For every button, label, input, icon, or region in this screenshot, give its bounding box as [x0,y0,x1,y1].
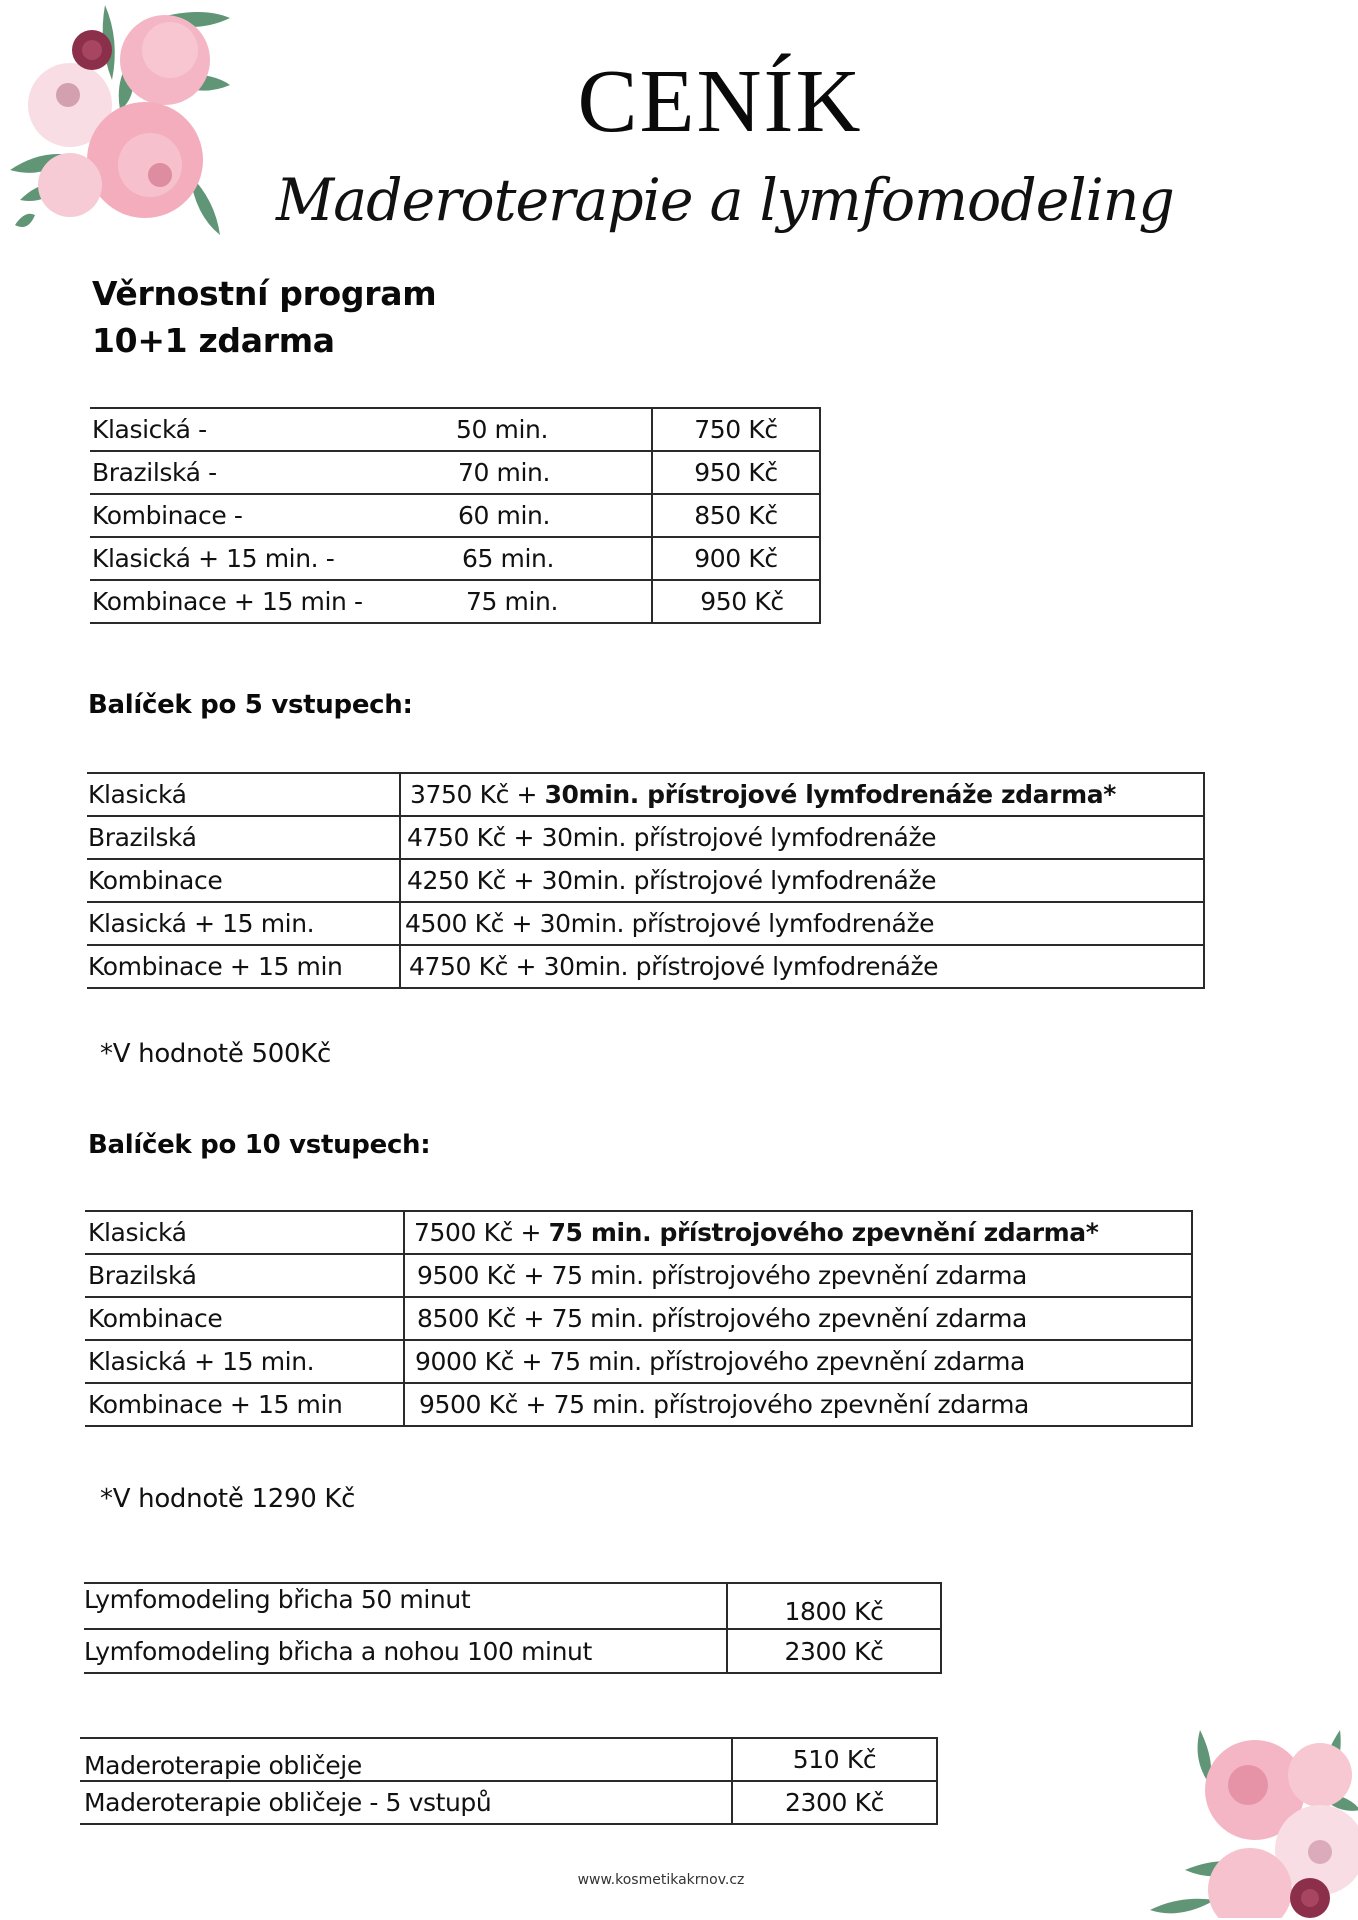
service-duration: 75 min. [422,580,652,623]
table-row [90,408,820,451]
package-detail [400,859,1204,902]
package-name: Kombinace + 15 min [87,945,400,988]
table-row [85,1254,1192,1297]
package-price: 9500 Kč + [419,1390,547,1419]
table-row [85,1340,1192,1383]
package-name: Klasická + 15 min. [87,902,400,945]
package-price: 4250 Kč + [407,866,535,895]
service-price: 1800 Kč [727,1583,941,1629]
single-session-table [90,407,821,624]
flower-bouquet-bottom-right-icon [1140,1690,1358,1918]
loyalty-heading: Věrnostní program [92,274,437,313]
page-title: CENÍK [577,52,863,151]
table-row [90,451,820,494]
package-name: Brazilská [87,816,400,859]
package-detail [404,1297,1192,1340]
service-name: Lymfomodeling břicha 50 minut [84,1583,727,1629]
service-price: 510 Kč [732,1738,937,1781]
package-bonus: 30min. přístrojové lymfodrenáže zdarma* [544,780,1116,809]
package-bonus: 75 min. přístrojového zpevnění zdarma [551,1261,1027,1290]
service-name: Klasická - [90,408,422,451]
service-duration: 50 min. [422,408,652,451]
table-row [85,1211,1192,1254]
service-price: 950 Kč [652,580,820,623]
service-price: 750 Kč [652,408,820,451]
package-price: 4750 Kč + [407,823,535,852]
package-price: 9500 Kč + [417,1261,545,1290]
lymfomodeling-table [84,1582,942,1674]
service-duration: 60 min. [422,494,652,537]
service-price: 850 Kč [652,494,820,537]
service-name: Kombinace + 15 min - [90,580,422,623]
table-row [85,1383,1192,1426]
service-name: Maderoterapie obličeje - 5 vstupů [80,1781,732,1824]
package10-heading: Balíček po 10 vstupech: [88,1130,431,1160]
package5-heading: Balíček po 5 vstupech: [88,690,413,720]
table-row [84,1583,941,1629]
table-row [90,494,820,537]
package-name: Kombinace [85,1297,404,1340]
table-row [87,773,1204,816]
package-price: 3750 Kč + [410,780,538,809]
service-price: 2300 Kč [732,1781,937,1824]
table-row [87,816,1204,859]
package-detail [400,773,1204,816]
service-name: Kombinace - [90,494,422,537]
service-price: 900 Kč [652,537,820,580]
package-price: 9000 Kč + [415,1347,543,1376]
service-price: 2300 Kč [727,1629,941,1673]
package-detail [404,1383,1192,1426]
package-name: Klasická [85,1211,404,1254]
service-price: 950 Kč [652,451,820,494]
flower-bouquet-top-left-icon [0,0,240,245]
service-duration: 65 min. [422,537,652,580]
package-name: Klasická + 15 min. [85,1340,404,1383]
table-row [87,902,1204,945]
package5-footnote: *V hodnotě 500Kč [100,1039,331,1069]
package-bonus: 75 min. přístrojového zpevnění zdarma [549,1347,1025,1376]
package10-table [85,1210,1193,1427]
package-detail [404,1211,1192,1254]
package5-table [87,772,1205,989]
page-subtitle: Maderoterapie a lymfomodeling [276,166,1174,234]
table-row [80,1781,937,1824]
table-row [90,537,820,580]
table-row [87,945,1204,988]
package-price: 7500 Kč + [414,1218,542,1247]
package-name: Kombinace [87,859,400,902]
package-name: Kombinace + 15 min [85,1383,404,1426]
package10-footnote: *V hodnotě 1290 Kč [100,1484,356,1514]
website-link[interactable]: www.kosmetikakrnov.cz [577,1872,745,1888]
package-bonus: 75 min. přístrojového zpevnění zdarma* [548,1218,1099,1247]
service-name: Maderoterapie obličeje [80,1738,732,1781]
table-row [87,859,1204,902]
package-bonus: 75 min. přístrojového zpevnění zdarma [551,1304,1027,1333]
table-row [85,1297,1192,1340]
package-price: 4500 Kč + [405,909,533,938]
package-price: 8500 Kč + [417,1304,545,1333]
table-row [90,580,820,623]
package-price: 4750 Kč + [409,952,537,981]
loyalty-subheading: 10+1 zdarma [92,321,335,360]
package-bonus: 30min. přístrojové lymfodrenáže [543,952,939,981]
package-detail [400,816,1204,859]
table-row [84,1629,941,1673]
table-row [80,1738,937,1781]
face-maderoterapie-table [80,1737,938,1825]
package-bonus: 30min. přístrojové lymfodrenáže [541,866,937,895]
package-bonus: 30min. přístrojové lymfodrenáže [541,823,937,852]
package-name: Klasická [87,773,400,816]
service-duration: 70 min. [422,451,652,494]
package-detail [404,1254,1192,1297]
service-name: Klasická + 15 min. - [90,537,422,580]
service-name: Lymfomodeling břicha a nohou 100 minut [84,1629,727,1673]
service-name: Brazilská - [90,451,422,494]
package-detail [400,902,1204,945]
package-detail [404,1340,1192,1383]
package-name: Brazilská [85,1254,404,1297]
package-bonus: 75 min. přístrojového zpevnění zdarma [553,1390,1029,1419]
package-bonus: 30min. přístrojové lymfodrenáže [539,909,935,938]
package-detail [400,945,1204,988]
